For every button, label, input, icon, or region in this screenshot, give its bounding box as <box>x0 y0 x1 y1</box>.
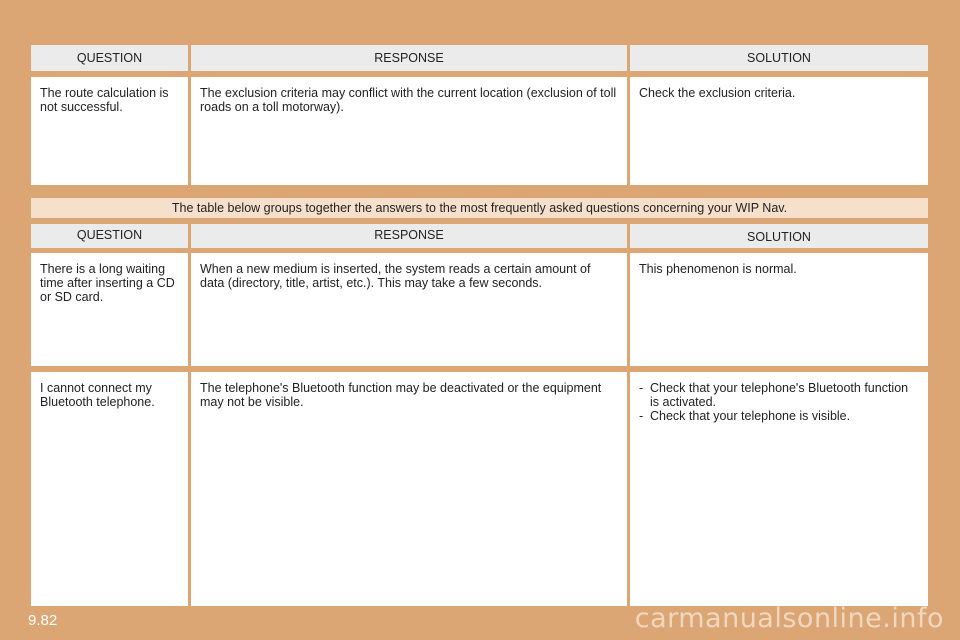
response-cell: When a new medium is inserted, the system reads a certain amount of data (directory, title, artist, etc.). This may take a few seconds. <box>191 253 627 366</box>
question-cell: There is a long waiting time after inserting a CD or SD card. <box>31 253 188 366</box>
header-solution: SOLUTION <box>630 224 928 248</box>
header-response: RESPONSE <box>191 224 627 248</box>
question-cell: I cannot connect my Bluetooth telephone. <box>31 372 188 606</box>
list-marker: - <box>639 381 644 395</box>
response-cell: The telephone's Bluetooth function may be deactivated or the equipment may not be visible. <box>191 372 627 606</box>
header-response: RESPONSE <box>191 45 627 71</box>
page-number: 9.82 <box>28 612 58 629</box>
solution-cell <box>630 372 928 606</box>
response-cell: The exclusion criteria may conflict with the current location (exclusion of toll roads on a toll motorway). <box>191 77 627 185</box>
question-cell: The route calculation is not successful. <box>31 77 188 185</box>
watermark: carmanualsonline.info <box>634 603 944 634</box>
list-item: - Check that your telephone is visible. <box>639 409 851 423</box>
list-item: - Check that your telephone's Bluetooth function is activated. <box>639 381 909 409</box>
solution-cell: Check the exclusion criteria. <box>630 77 928 185</box>
header-question: QUESTION <box>31 45 188 71</box>
header-solution: SOLUTION <box>630 45 928 71</box>
intro-banner: The table below groups together the answers to the most frequently asked questions concerning your WIP Nav. <box>31 198 928 218</box>
solution-cell: This phenomenon is normal. <box>630 253 928 366</box>
header-question: QUESTION <box>31 224 188 248</box>
list-marker: - <box>639 409 644 423</box>
solution-list <box>639 381 919 423</box>
